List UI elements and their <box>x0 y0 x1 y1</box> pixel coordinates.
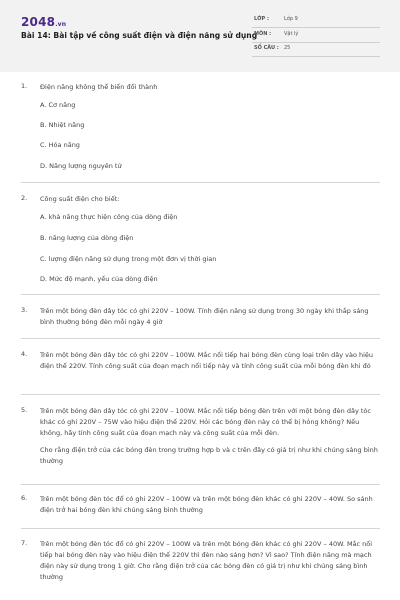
option-b: B. Nhiệt năng <box>40 121 85 129</box>
question-text <box>40 406 378 467</box>
question-text: Điện năng không thể biến đổi thành <box>40 83 158 91</box>
meta-class-label: LỚP : <box>254 16 269 22</box>
option-a: A. Cơ năng <box>40 101 76 109</box>
meta-count-row <box>252 43 380 57</box>
meta-subject-label: MÔN : <box>254 31 272 37</box>
question-number: 5. <box>21 406 28 414</box>
option-a: A. khả năng thực hiện công của dòng điện <box>40 213 178 221</box>
question-number: 1. <box>21 82 28 90</box>
page-title: Bài 14: Bài tập về công suất điện và điện năng sử dụng <box>21 31 258 40</box>
divider <box>21 394 380 395</box>
meta-count-value: 25 <box>284 45 291 51</box>
divider <box>21 294 380 295</box>
question-number: 7. <box>21 539 28 547</box>
question-number: 6. <box>21 494 28 502</box>
meta-class-value: Lớp 9 <box>284 16 298 22</box>
site-logo[interactable] <box>21 15 66 29</box>
question-text: Trên một bóng đèn tóc đổ có ghi 220V – 100W và trên một bóng đèn khác có ghi 220V – 40W. Mắc nối tiếp hai bóng đèn này vào hiệu điện thế 220V thì đèn nào sáng hơn? Vì sao? Tính điện năng mà mạch điện này sử dụng trong 1 giờ. Cho rằng điện trở của các bóng đèn có giá trị như khi chúng sáng bình thường <box>40 540 373 581</box>
divider <box>21 182 380 183</box>
divider <box>21 528 380 529</box>
option-b: B. năng lượng của dòng điện <box>40 234 134 242</box>
question-text: Trên một bóng đèn dây tóc có ghi 220V – 100W. Tính điện năng sử dụng trong 30 ngày khi thắp sáng bình thường bóng đèn mỗi ngày 4 giờ <box>40 307 369 326</box>
question-paragraph: Cho rằng điện trở của các bóng đèn trong trường hợp b và c trên đây có giá trị như khi chúng sáng bình thường <box>40 446 378 465</box>
logo-tld: .vn <box>55 21 67 28</box>
question-number: 4. <box>21 350 28 358</box>
logo-text: 2048 <box>21 15 56 29</box>
question-number: 2. <box>21 194 28 202</box>
question-text: Trên một bóng đèn tóc đổ có ghi 220V – 100W và trên một bóng đèn khác có ghi 220V – 40W. So sánh điện trở hai bóng đèn khi chúng sáng bình thường <box>40 495 373 514</box>
option-d: D. Năng lượng nguyên tử <box>40 162 122 170</box>
question-text: Trên một bóng đèn dây tóc có ghi 220V – 100W. Mắc nối tiếp hai bóng đèn cùng loại trên dây vào hiệu điện thế 220V. Tính công suất của đoạn mạch nối tiếp này và tính công suất của mỗi bóng đèn khi đó <box>40 351 374 370</box>
question-number: 3. <box>21 306 28 314</box>
option-c: C. Hóa năng <box>40 141 80 149</box>
meta-subject-value: Vật lý <box>284 31 299 37</box>
document-header <box>0 0 400 72</box>
meta-subject-row <box>252 29 380 43</box>
option-c: C. lượng điện năng sử dụng trong một đơn vị thời gian <box>40 255 217 263</box>
meta-class-row <box>252 14 380 28</box>
question-text: Công suất điện cho biết: <box>40 195 120 203</box>
divider <box>21 338 380 339</box>
meta-count-label: SỐ CÂU : <box>254 45 279 51</box>
option-d: D. Mức độ mạnh, yếu của dòng điện <box>40 275 158 283</box>
divider <box>21 484 380 485</box>
question-paragraph: Trên một bóng đèn dây tóc có ghi 220V – 100W. Mắc nối tiếp bóng đèn trên với một bóng đèn dây tóc khác có ghi 220V – 75W vào hiệu điện thế 220V. Hỏi các bóng đèn này có thể bị hỏng không? Nếu không, hãy tính công suất của đoạn mạch này và công suất của mỗi đèn. <box>40 407 371 437</box>
